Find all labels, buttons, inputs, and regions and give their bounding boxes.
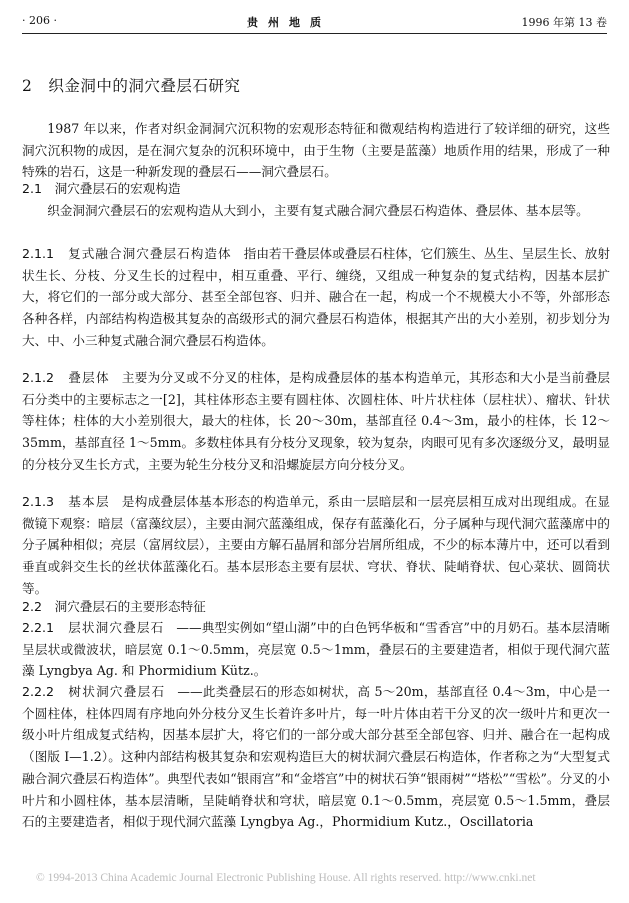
- section-term: 树状洞穴叠层石: [68, 684, 166, 699]
- paragraph-2-1-3: [22, 491, 610, 600]
- section-term: 复式融合洞穴叠层石构造体: [68, 246, 232, 261]
- page-number: · 206 ·: [22, 14, 57, 27]
- paragraph-2-2-1: [22, 617, 610, 682]
- section-text: 指由若干叠层体或叠层石柱体，它们簇生、丛生、呈层生长、放射状生长、分枝、分叉生长的过程中，相互重叠、平行、缠绕，又组成一种复杂的复式结构，因基本层扩大，将它们的一部分或大部分、甚至全部包容、归并、融合在一起，构成一个不规模大小不等，外部形态各种各样，内部结构构造极其复杂的高级形式的洞穴叠层石构造体，根据其产出的大小差别，初步划分为大、中、小三种复式融合洞穴叠层石构造体。: [22, 246, 611, 348]
- section-number: 2.2.1: [22, 620, 55, 635]
- section-term: 基本层: [68, 494, 110, 509]
- section-title: 2 织金洞中的洞穴叠层石研究: [22, 77, 241, 95]
- subsection-heading-2-2: 2.2 洞穴叠层石的主要形态特征: [22, 599, 206, 614]
- section-number: 2.1.3: [22, 494, 55, 509]
- intro-paragraph: 1987 年以来，作者对织金洞洞穴沉积物的宏观形态特征和微观结构构造进行了较详细的研究，这些洞穴沉积物的成因，是在洞穴复杂的沉积环境中，由于生物（主要是蓝藻）地质作用的结果，形成了一种特殊的岩石，这是一种新发现的叠层石——洞穴叠层石。: [22, 121, 610, 180]
- section-text: ——典型实例如“望山湖”中的白色钙华板和“雪香宫”中的月奶石。基本层清晰呈层状或微波状，暗层宽 0.1～0.5mm，亮层宽 0.5～1mm，叠层石的主要建造者，相似于现代洞穴蓝藻 Lyngbya Ag. 和 Phormidium Kütz.。: [22, 620, 610, 679]
- section-text: 是构成叠层体基本形态的构造单元，系由一层暗层和一层亮层相互成对出现组成。在显微镜下观察：暗层（富藻纹层），主要由洞穴蓝藻组成，保存有蓝藻化石，分子属种与现代洞穴蓝藻席中的分子属种相似；亮层（富屑纹层），主要由方解石晶屑和部分岩屑所组成，不少的标本薄片中，还可以看到垂直或斜交生长的丝状体蓝藻化石。基本层形态主要有层状、穹状、脊状、陡峭脊状、包心菜状、圆筒状等。: [22, 494, 611, 596]
- issue-info: 1996 年第 13 卷: [521, 16, 607, 29]
- paragraph-2-1: 织金洞洞穴叠层石的宏观构造从大到小，主要有复式融合洞穴叠层石构造体、叠层体、基本层等。: [47, 203, 589, 218]
- paragraph-2-1-2: [22, 367, 610, 476]
- running-head: [22, 12, 607, 34]
- section-term: 叠层体: [68, 370, 110, 385]
- section-number: 2.2.2: [22, 684, 55, 699]
- section-text: ——此类叠层石的形态如树状，高 5～20m，基部直径 0.4～3m，中心是一个圆柱体，柱体四周有序地向外分枝分叉生长着许多叶片，每一叶片体由若干分叉的次一级叶片和更次一级小叶片组成复式结构，因基本层扩大，将它们的一部分或大部分甚至全部包容、归并、融合在一起构成（图版 I—1.2）。这种内部结构极其复杂和宏观构造巨大的树状洞穴叠层石构造体，作者称之为“大型复式融合洞穴叠层石构造体”。典型代表如“银雨宫”和“金塔宫”中的树状石笋“银雨树”“塔松”“雪松”。分叉的小叶片和小圆柱体，基本层清晰，呈陡峭脊状和穹状，暗层宽 0.1～0.5mm，亮层宽 0.5～1.5mm，叠层石的主要建造者，相似于现代洞穴蓝藻 Lyngbya Ag.，Phormidium Kutz.，Oscillatoria: [22, 684, 611, 830]
- copyright-footer: © 1994-2013 China Academic Journal Electronic Publishing House. All rights reserved. http://www.cnki.net: [36, 872, 536, 884]
- header-rule: [22, 33, 607, 34]
- section-term: 层状洞穴叠层石: [68, 620, 165, 635]
- journal-name: 贵州地质: [247, 16, 331, 29]
- section-number: 2.1.2: [22, 370, 55, 385]
- section-number: 2.1.1: [22, 246, 55, 261]
- paragraph-2-2-2: [22, 681, 610, 833]
- section-text: 主要为分叉或不分叉的柱体，是构成叠层体的基本构造单元，其形态和大小是当前叠层石分类中的主要标志之一[2]，其柱体形态主要有圆柱体、次圆柱体、叶片状柱体（层柱状）、瘤状、针状等柱体；柱体的大小差别很大，最大的柱体，长 20～30m，基部直径 0.4～3m，最小的柱体，长 12～35mm，基部直径 1～5mm。多数柱体具有分枝分叉现象，较为复杂，肉眼可见有多次逐级分叉，最明显的分枝分叉生长方式，主要为轮生分枝分叉和沿螺旋层方向分枝分叉。: [22, 370, 611, 472]
- paragraph-2-1-1: [22, 243, 610, 352]
- subsection-heading-2-1: 2.1 洞穴叠层石的宏观构造: [22, 181, 181, 196]
